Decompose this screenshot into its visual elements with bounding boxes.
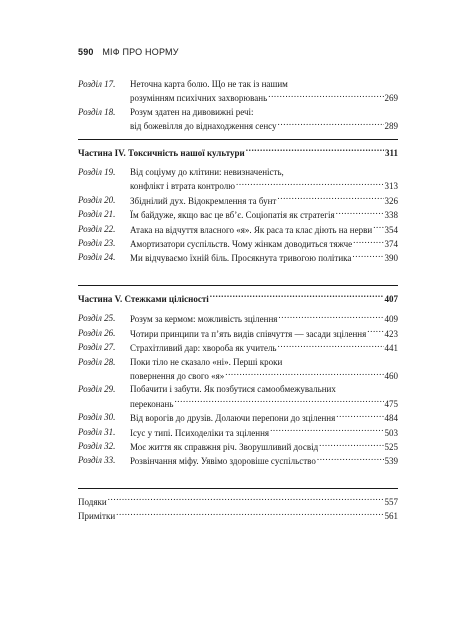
leader-dots xyxy=(278,119,384,129)
part-title: Частина V. Стежками цілісності xyxy=(78,293,209,304)
leader-dots xyxy=(270,426,383,436)
chapter-label: Розділ 30. xyxy=(78,412,116,423)
toc-part-5 xyxy=(78,292,398,306)
part-title: Частина IV. Токсичність нашої культури xyxy=(78,147,245,158)
toc-chapter-row xyxy=(78,411,398,425)
toc-chapter-row xyxy=(78,237,398,251)
chapter-label: Розділ 27. xyxy=(78,342,116,353)
part-page: 407 xyxy=(384,293,398,304)
leader-dots xyxy=(367,327,383,337)
chapter-title-line: Розвінчання міфу. Уявімо здоровіше суспільство xyxy=(130,456,316,467)
chapter-label: Розділ 25. xyxy=(78,313,116,324)
chapter-page: 289 xyxy=(384,121,398,132)
chapter-title-line: Неточна карта болю. Що не так із нашим xyxy=(130,79,288,89)
chapter-label: Розділ 32. xyxy=(78,440,116,451)
toc-chapter-row xyxy=(78,166,398,194)
toc-chapter-row xyxy=(78,78,398,106)
chapter-label: Розділ 28. xyxy=(78,356,116,367)
chapter-title-line: Страхітливий дар: хвороба як учитель xyxy=(130,343,277,354)
chapter-title-line: Моє життя як справжня річ. Зворушливий досвід xyxy=(130,441,319,452)
back-matter-page: 557 xyxy=(384,496,398,507)
chapter-label: Розділ 17. xyxy=(78,79,116,89)
toc-chapter-row xyxy=(78,440,398,454)
leader-dots xyxy=(108,495,384,505)
chapter-page: 423 xyxy=(384,328,398,339)
back-matter-title: Примітки xyxy=(78,511,116,522)
leader-dots xyxy=(336,208,384,218)
chapter-page: 313 xyxy=(384,181,398,192)
leader-dots xyxy=(277,194,383,204)
chapter-label: Розділ 24. xyxy=(78,252,116,263)
toc-chapter-row xyxy=(78,426,398,440)
chapter-title-line: Ісус у типі. Психоделіки та зцілення xyxy=(130,427,270,438)
toc-chapter-row xyxy=(78,341,398,355)
chapter-label: Розділ 26. xyxy=(78,327,116,338)
leader-dots xyxy=(246,146,384,156)
leader-dots xyxy=(236,179,383,189)
chapter-title-line: повернення до свого «я» xyxy=(130,370,225,381)
toc-chapter-row xyxy=(78,251,398,265)
leader-dots xyxy=(268,91,383,101)
chapter-page: 539 xyxy=(384,456,398,467)
leader-dots xyxy=(319,440,383,450)
chapter-label: Розділ 20. xyxy=(78,194,116,205)
toc-block-part3-chapters xyxy=(78,78,398,134)
leader-dots xyxy=(210,292,384,302)
toc-block-part5-chapters xyxy=(78,312,398,468)
leader-dots xyxy=(278,341,384,351)
toc-block-part4-chapters xyxy=(78,166,398,266)
table-of-contents xyxy=(78,78,398,524)
leader-dots xyxy=(353,237,383,247)
chapter-page: 326 xyxy=(384,195,398,206)
section-divider xyxy=(78,285,398,286)
chapter-page: 525 xyxy=(384,441,398,452)
chapter-title-line: Амортизатори суспільств. Чому жінкам доводиться тяжче xyxy=(130,239,353,250)
running-header xyxy=(78,47,179,57)
running-title: МІФ ПРО НОРМУ xyxy=(102,47,179,57)
back-matter-title: Подяки xyxy=(78,496,107,507)
leader-dots xyxy=(278,312,383,322)
chapter-page: 269 xyxy=(384,93,398,104)
chapter-label: Розділ 31. xyxy=(78,426,116,437)
toc-chapter-row xyxy=(78,356,398,384)
chapter-page: 503 xyxy=(384,427,398,438)
chapter-page: 441 xyxy=(384,343,398,354)
toc-chapter-row xyxy=(78,223,398,237)
chapter-page: 354 xyxy=(384,224,398,235)
toc-chapter-row xyxy=(78,383,398,411)
chapter-label: Розділ 29. xyxy=(78,384,116,395)
chapter-title-line: Розум за кермом: можливість зцілення xyxy=(130,314,278,325)
chapter-label: Розділ 22. xyxy=(78,223,116,234)
toc-chapter-row xyxy=(78,327,398,341)
leader-dots xyxy=(373,223,383,233)
chapter-title-line: Чотири принципи та п’ять видів співчуття — засади зцілення xyxy=(130,328,367,339)
chapter-title-line: Від соціуму до клітини: невизначеність, xyxy=(130,167,284,178)
chapter-title-line: Від ворогів до друзів. Долаючи перепони до зцілення xyxy=(130,413,336,424)
chapter-title-line: Поки тіло не сказало «ні». Перші кроки xyxy=(130,356,283,367)
toc-chapter-row xyxy=(78,194,398,208)
chapter-label: Розділ 23. xyxy=(78,238,116,249)
chapter-page: 374 xyxy=(384,239,398,250)
section-divider xyxy=(78,139,398,140)
toc-back-row xyxy=(78,509,398,523)
section-divider xyxy=(78,488,398,489)
chapter-title-line: Розум здатен на дивовижні речі: xyxy=(130,106,254,117)
leader-dots xyxy=(352,251,383,261)
chapter-label: Розділ 21. xyxy=(78,209,116,220)
chapter-title-line: Побачити і забути. Як позбутися самообмежувальних xyxy=(130,384,336,395)
leader-dots xyxy=(225,369,383,379)
leader-dots xyxy=(336,411,383,421)
chapter-label: Розділ 18. xyxy=(78,106,116,117)
chapter-page: 409 xyxy=(384,314,398,325)
chapter-title-line: Ми відчуваємо їхній біль. Просякнута тривогою політика xyxy=(130,253,352,264)
leader-dots xyxy=(116,509,383,519)
chapter-page: 338 xyxy=(384,210,398,221)
toc-chapter-row xyxy=(78,208,398,222)
chapter-title-line: Атака на відчуття власного «я». Як раса та клас діють на нерви xyxy=(130,224,373,235)
toc-chapter-row xyxy=(78,106,398,134)
chapter-label: Розділ 33. xyxy=(78,455,116,466)
chapter-page: 475 xyxy=(384,398,398,409)
chapter-title-line: конфлікт і втрата контролю xyxy=(130,181,236,192)
chapter-title-line: Збіднілий дух. Відокремлення та бунт xyxy=(130,195,277,206)
chapter-page: 460 xyxy=(384,370,398,381)
page-number: 590 xyxy=(78,47,94,57)
chapter-page: 484 xyxy=(384,413,398,424)
leader-dots xyxy=(317,454,384,464)
chapter-title-line: від божевілля до віднаходження сенсу xyxy=(130,121,277,132)
toc-chapter-row xyxy=(78,312,398,326)
toc-part-4 xyxy=(78,146,398,160)
back-matter-page: 561 xyxy=(384,511,398,522)
chapter-title-line: Їм байдуже, якщо вас це вб’є. Соціопатія як стратегія xyxy=(130,210,335,221)
toc-back-row xyxy=(78,495,398,509)
chapter-label: Розділ 19. xyxy=(78,167,116,178)
toc-back-matter xyxy=(78,495,398,524)
chapter-page: 390 xyxy=(384,253,398,264)
toc-chapter-row xyxy=(78,454,398,468)
leader-dots xyxy=(174,397,383,407)
chapter-title-line: розумінням психічних захворювань xyxy=(130,93,268,104)
chapter-title-line: переконань xyxy=(130,398,174,409)
part-page: 311 xyxy=(384,147,398,158)
